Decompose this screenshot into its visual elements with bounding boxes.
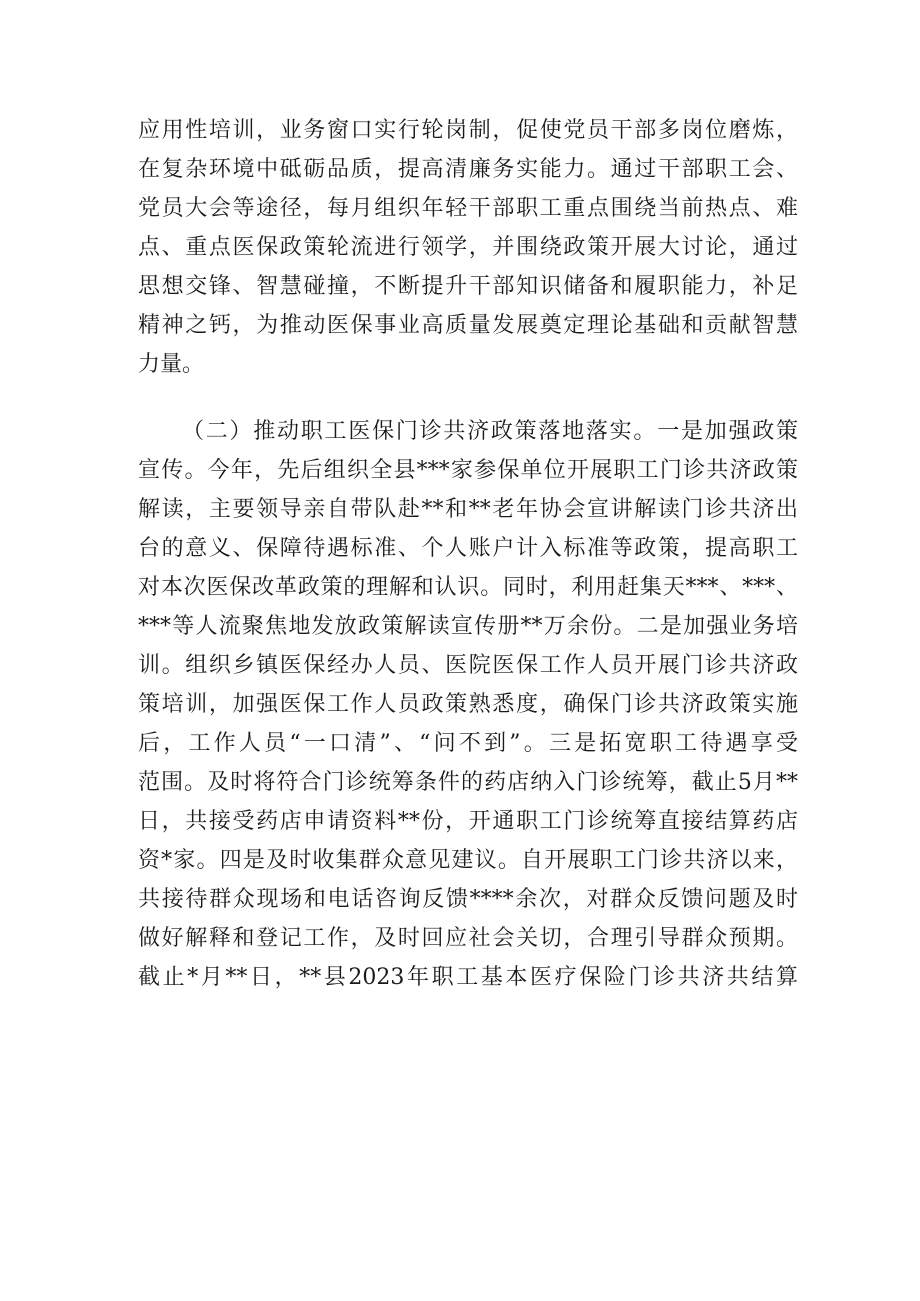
text-line: 策培训，加强医保工作人员政策熟悉度，确保门诊共济政策实施 — [138, 692, 798, 717]
text-line: ***等人流聚焦地发放政策解读宣传册**万余份。二是加强业务培 — [138, 614, 798, 639]
paragraph-spacer — [138, 384, 798, 412]
text-line: 做好解释和登记工作，及时回应社会关切，合理引导群众预期。 — [138, 926, 798, 951]
text-line: 精神之钙，为推动医保事业高质量发展奠定理论基础和贡献智慧 — [138, 313, 798, 338]
text-line: 截止*月**日，**县2023年职工基本医疗保险门诊共济共结算 — [138, 965, 798, 990]
text-line: 力量。 — [138, 352, 205, 377]
text-line: 党员大会等途径，每月组织年轻干部职工重点围绕当前热点、难 — [138, 196, 798, 221]
document-body — [138, 111, 798, 997]
text-line: 宣传。今年，先后组织全县***家参保单位开展职工门诊共济政策 — [138, 458, 798, 483]
text-line: 点、重点医保政策轮流进行领学，并围绕政策开展大讨论，通过 — [138, 235, 798, 260]
text-line: 对本次医保改革政策的理解和认识。同时，利用赶集天***、***、 — [138, 575, 798, 600]
text-line: 后，工作人员“一口清”、“问不到”。三是拓宽职工待遇享受 — [138, 731, 798, 756]
text-line: 应用性培训，业务窗口实行轮岗制，促使党员干部多岗位磨炼， — [138, 118, 798, 143]
text-line: 台的意义、保障待遇标准、个人账户计入标准等政策，提高职工 — [138, 536, 798, 561]
text-line: 在复杂环境中砥砺品质，提高清廉务实能力。通过干部职工会、 — [138, 157, 798, 182]
text-line: 日，共接受药店申请资料**份，开通职工门诊统筹直接结算药店 — [138, 809, 798, 834]
text-line: 资*家。四是及时收集群众意见建议。自开展职工门诊共济以来， — [138, 848, 798, 873]
paragraph-1 — [138, 111, 798, 384]
text-line: 训。组织乡镇医保经办人员、医院医保工作人员开展门诊共济政 — [138, 653, 798, 678]
text-line: 解读，主要领导亲自带队赴**和**老年协会宣讲解读门诊共济出 — [138, 497, 798, 522]
text-line: 思想交锋、智慧碰撞，不断提升干部知识储备和履职能力，补足 — [138, 274, 798, 299]
paragraph-2 — [138, 412, 798, 997]
text-line: 共接待群众现场和电话咨询反馈****余次，对群众反馈问题及时 — [138, 887, 798, 912]
text-line-indented: （二）推动职工医保门诊共济政策落地落实。一是加强政策 — [182, 419, 798, 444]
text-line: 范围。及时将符合门诊统筹条件的药店纳入门诊统筹，截止5月** — [138, 770, 798, 795]
